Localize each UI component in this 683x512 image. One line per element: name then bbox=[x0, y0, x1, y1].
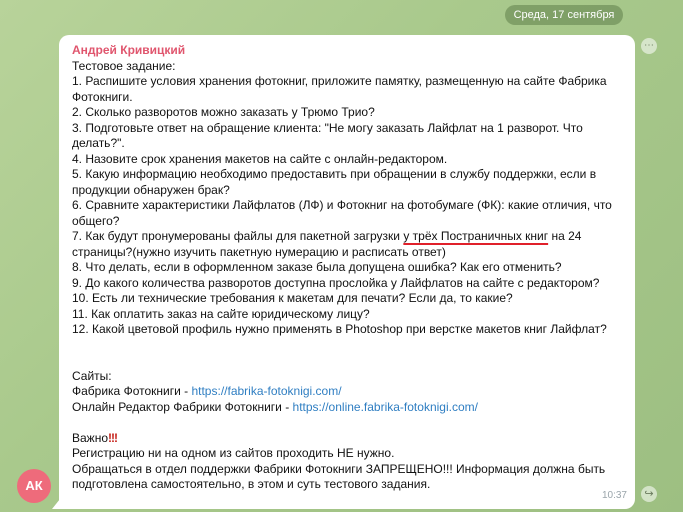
message-line: 4. Назовите срок хранения макетов на сайте с онлайн-редактором. bbox=[72, 151, 448, 166]
message-line: Фотокниги. bbox=[72, 89, 133, 104]
bubble-tail bbox=[52, 499, 60, 509]
message-line: Тестовое задание: bbox=[72, 58, 176, 73]
message-line: 1. Распишите условия хранения фотокниг, приложите памятку, размещенную на сайте Фабрика bbox=[72, 74, 607, 88]
message-time: 10:37 bbox=[601, 489, 627, 501]
message-text bbox=[72, 59, 623, 230]
forward-icon[interactable]: ↪ bbox=[641, 486, 657, 502]
important-line: Важно!!! bbox=[72, 430, 118, 445]
date-separator: Среда, 17 сентября bbox=[505, 5, 623, 25]
message-line-7: 7. Как будут пронумерованы файлы для пакетной загрузки у трёх Постраничных книг на 24 bbox=[72, 229, 582, 243]
underlined-phrase: у трёх Постраничных книг bbox=[403, 229, 549, 243]
message-line: 10. Есть ли технические требования к макетам для печати? Если да, то какие? bbox=[72, 291, 513, 305]
message-bubble[interactable] bbox=[59, 35, 635, 509]
message-line: 3. Подготовьте ответ на обращение клиента: "Не могу заказать Лайфлат на 1 разворот. Что bbox=[72, 120, 583, 135]
message-line: 2. Сколько разворотов можно заказать у Трюмо Трио? bbox=[72, 105, 375, 119]
exclamation-icon: !!! bbox=[108, 430, 118, 445]
message-line: общего? bbox=[72, 213, 120, 228]
message-line: продукции обнаружен брак? bbox=[72, 182, 230, 197]
sender-name[interactable]: Андрей Кривицкий bbox=[72, 43, 186, 57]
message-line: 5. Какую информацию необходимо предоставить при обращении в службу поддержки, если в bbox=[72, 167, 597, 181]
message-line: Обращаться в отдел поддержки Фабрики Фотокниги ЗАПРЕЩЕНО!!! Информация должна быть bbox=[72, 461, 606, 476]
site-line-2: Онлайн Редактор Фабрики Фотокниги - https://online.fabrika-fotoknigi.com/ bbox=[72, 399, 478, 414]
message-line: делать?". bbox=[72, 136, 125, 150]
site-line-1: Фабрика Фотокниги - https://fabrika-fotoknigi.com/ bbox=[72, 384, 342, 398]
message-line: 6. Сравните характеристики Лайфлатов (ЛФ) и Фотокниг на фотобумаге (ФК): какие отличия, что bbox=[72, 198, 612, 212]
site-link-2[interactable]: https://online.fabrika-fotoknigi.com/ bbox=[292, 399, 478, 414]
site-link-1[interactable]: https://fabrika-fotoknigi.com/ bbox=[191, 384, 342, 398]
message-final-text bbox=[72, 446, 623, 493]
message-line: 8. Что делать, если в оформленном заказе была допущена ошибка? Как его отменить? bbox=[72, 260, 562, 274]
message-line: страницы?(нужно изучить пакетную нумерацию и расписать ответ) bbox=[72, 244, 446, 259]
message-line: подготовлена самостоятельно, в этом и суть тестового задания. bbox=[72, 477, 431, 491]
message-line: 9. До какого количества разворотов доступна прослойка у Лайфлатов на сайте с редактором? bbox=[72, 275, 600, 290]
message-line: 11. Как оплатить заказ на сайте юридическому лицу? bbox=[72, 306, 370, 321]
sites-title: Сайты: bbox=[72, 368, 112, 383]
message-line: 12. Какой цветовой профиль нужно применять в Photoshop при верстке макетов книг Лайфлат? bbox=[72, 322, 607, 336]
avatar[interactable]: АК bbox=[17, 469, 51, 503]
message-text-continued bbox=[72, 245, 623, 338]
message-line: Регистрацию ни на одном из сайтов проходить НЕ нужно. bbox=[72, 446, 395, 460]
more-icon[interactable]: ⋯ bbox=[641, 38, 657, 54]
